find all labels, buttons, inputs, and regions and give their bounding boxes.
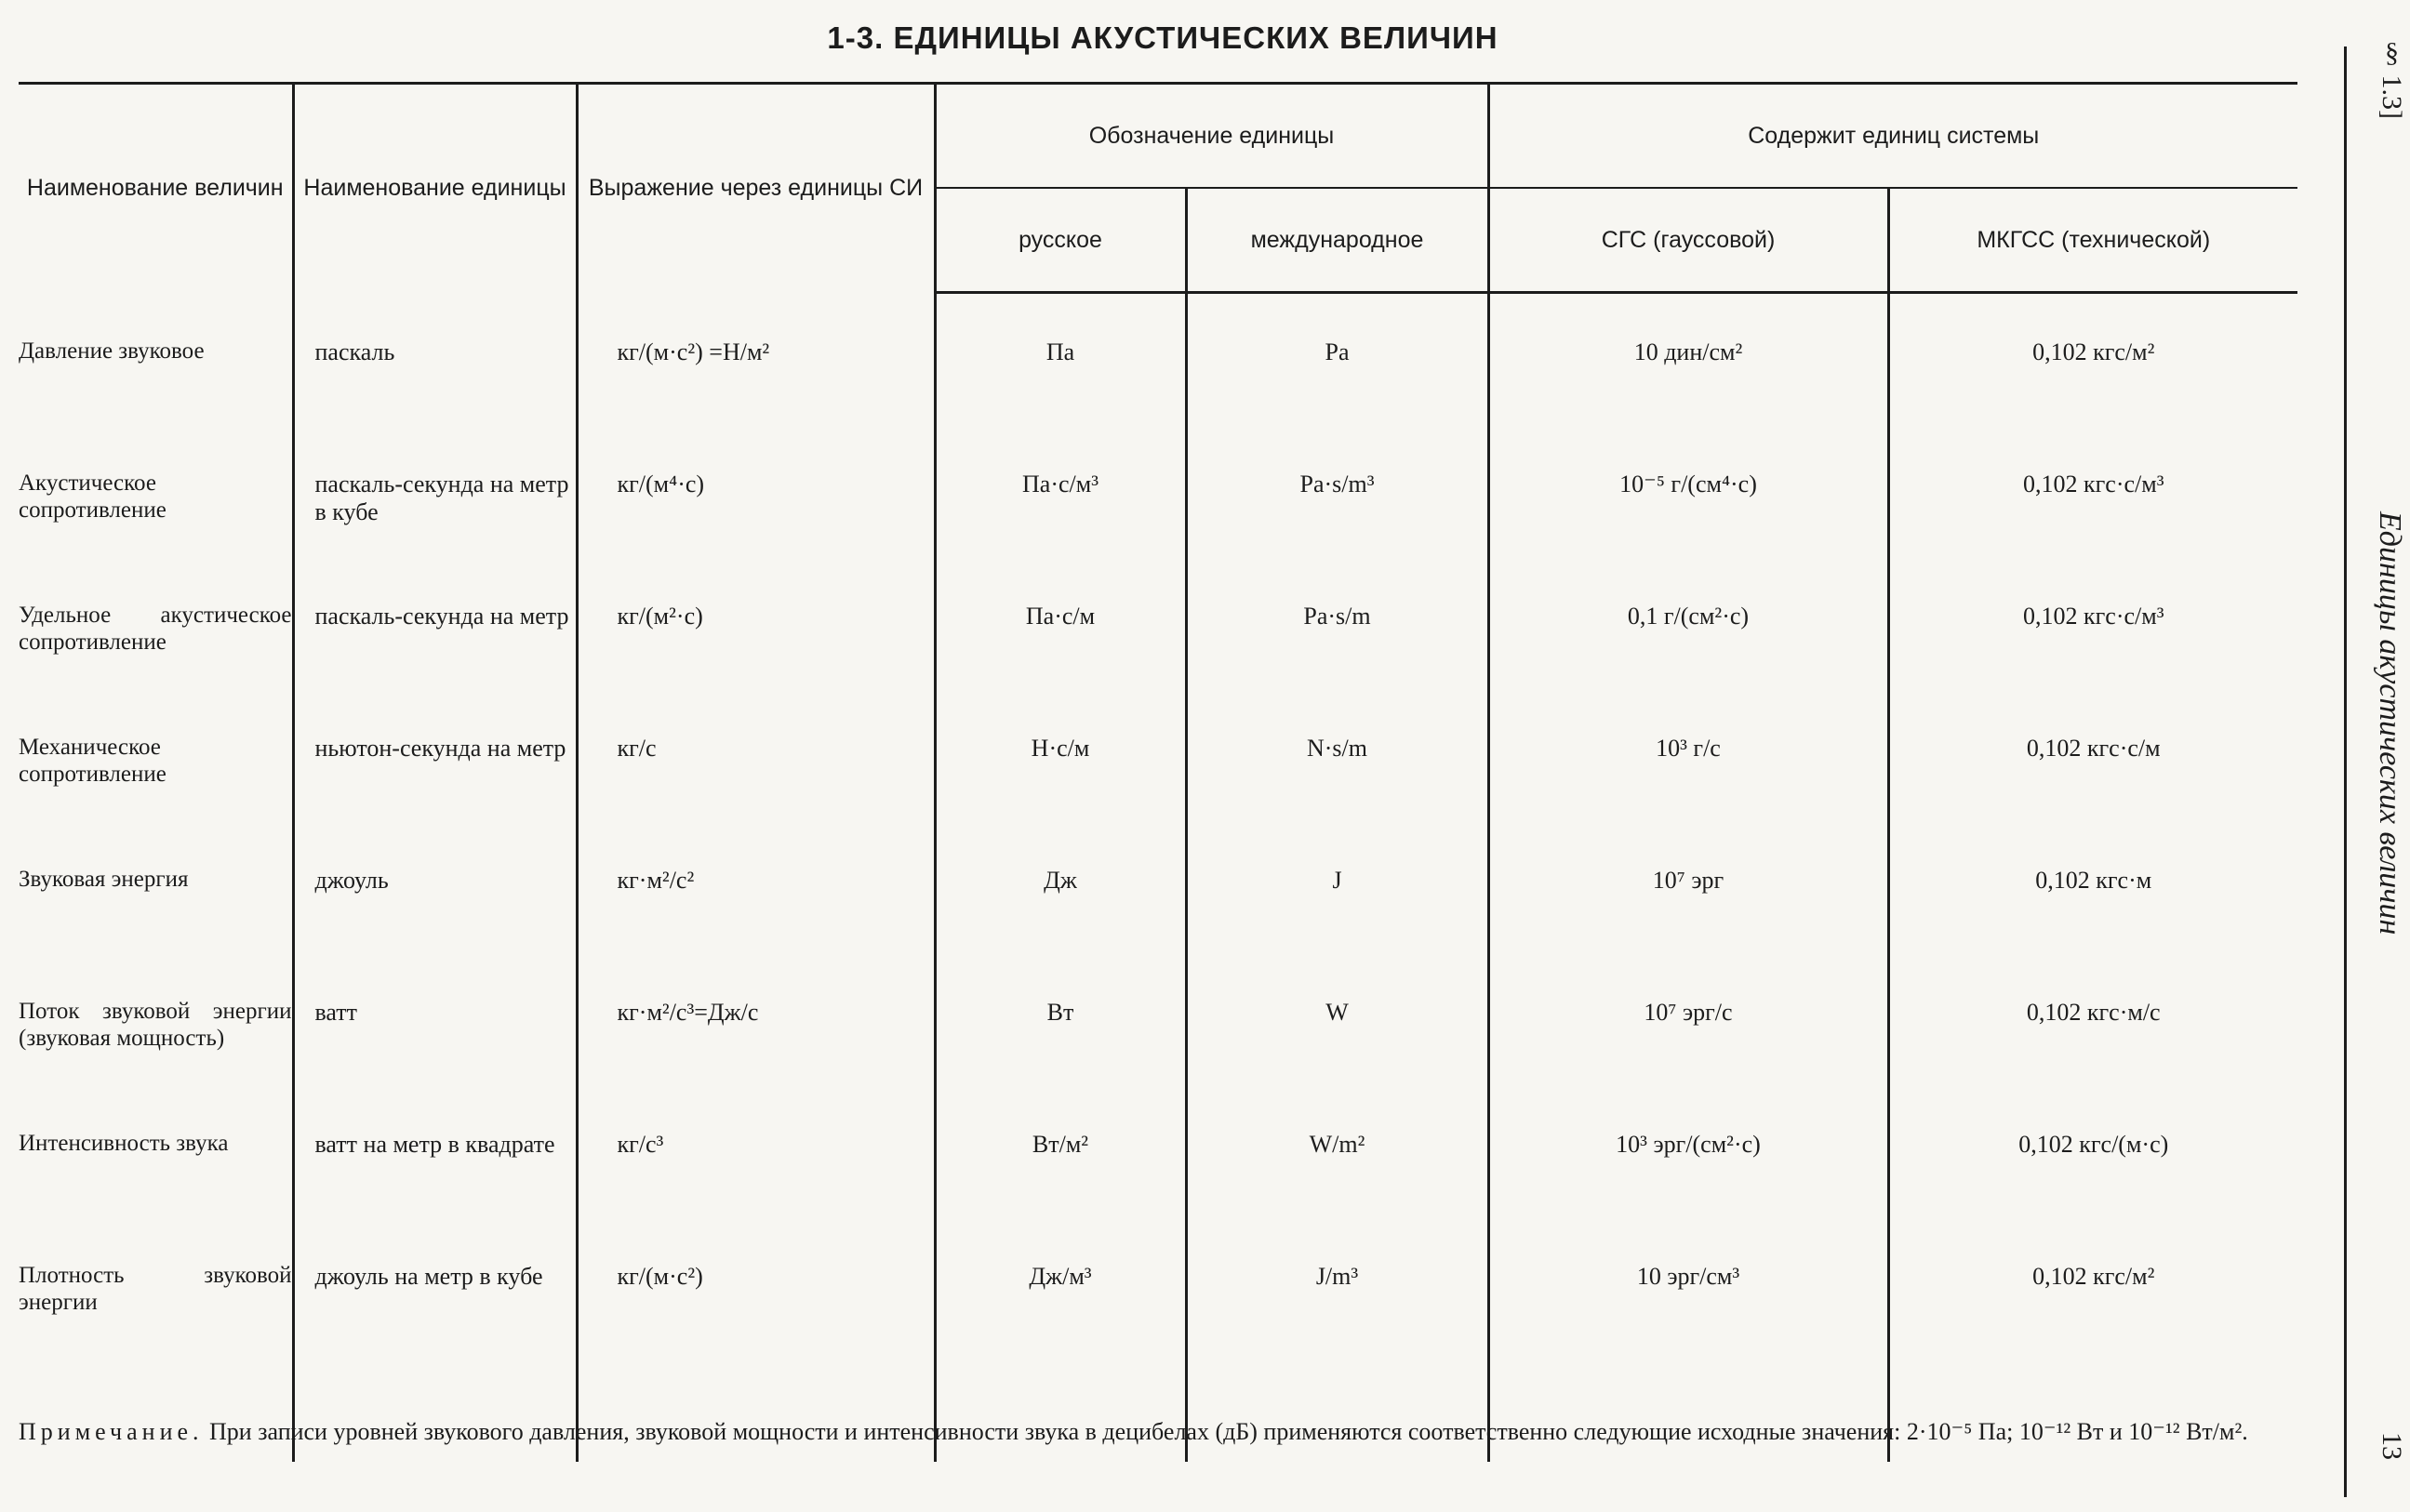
cgs-value: 10³ эрг/(см²·с)	[1488, 1114, 1888, 1246]
si-expression: кг/(м·с²)	[577, 1246, 935, 1378]
acoustic-units-table	[19, 82, 2297, 1462]
table-row	[19, 718, 2297, 850]
unit-name: джоуль на метр в кубе	[293, 1246, 577, 1378]
footnote-text: При записи уровней звукового давления, звуковой мощности и интенсивности звука в децибелах (дБ) применяются соответственно следующие исходные значения: 2·10⁻⁵ Па; 10⁻¹² Вт и 10⁻¹² Вт/м².	[209, 1418, 2248, 1445]
cgs-value: 10 дин/см²	[1488, 322, 1888, 454]
page-title: 1-3. ЕДИНИЦЫ АКУСТИЧЕСКИХ ВЕЛИЧИН	[827, 20, 1498, 55]
quantity-name: Плотность звуковой энергии	[19, 1263, 292, 1315]
international-symbol: J/m³	[1186, 1246, 1488, 1378]
header-designation: Обозначение единицы	[935, 84, 1488, 189]
unit-name: паскаль-секунда на метр	[293, 586, 577, 718]
unit-name: ватт	[293, 982, 577, 1114]
mkgss-value: 0,102 кгс·с/м³	[1888, 586, 2297, 718]
table-row	[19, 982, 2297, 1114]
unit-name: паскаль	[293, 322, 577, 454]
running-title: Единицы акустических величин	[2373, 511, 2407, 935]
margin-rule	[2344, 46, 2347, 1497]
table-row	[19, 322, 2297, 454]
mkgss-value: 0,102 кгс/(м·с)	[1888, 1114, 2297, 1246]
si-expression: кг/(м⁴·с)	[577, 454, 935, 586]
footnote-label: Примечание.	[19, 1418, 204, 1445]
si-expression: кг·м²/с³=Дж/с	[577, 982, 935, 1114]
quantity-name: Удельное акустическое сопротивление	[19, 603, 292, 655]
section-marker: § 1.3]	[2377, 37, 2407, 119]
quantity-name: Поток звуковой энергии (звуковая мощность)	[19, 999, 292, 1051]
international-symbol: Pa	[1186, 322, 1488, 454]
header-cgs: СГС (гауссовой)	[1488, 188, 1888, 293]
table-row	[19, 850, 2297, 982]
russian-symbol: Вт/м²	[935, 1114, 1186, 1246]
cgs-value: 10⁷ эрг/с	[1488, 982, 1888, 1114]
unit-name: ньютон-секунда на метр	[293, 718, 577, 850]
international-symbol: W/m²	[1186, 1114, 1488, 1246]
header-contains-units: Содержит единиц системы	[1488, 84, 2297, 189]
russian-symbol: Н·с/м	[935, 718, 1186, 850]
quantity-name: Механическое сопротивление	[19, 735, 166, 787]
si-expression: кг/с³	[577, 1114, 935, 1246]
unit-name: джоуль	[293, 850, 577, 982]
table-row	[19, 586, 2297, 718]
russian-symbol: Дж/м³	[935, 1246, 1186, 1378]
header-mkgss: МКГСС (технической)	[1888, 188, 2297, 293]
quantity-name: Акустическое сопротивление	[19, 471, 166, 523]
russian-symbol: Па	[935, 322, 1186, 454]
international-symbol: J	[1186, 850, 1488, 982]
header-russian: русское	[935, 188, 1186, 293]
header-international: международное	[1186, 188, 1488, 293]
russian-symbol: Па·с/м	[935, 586, 1186, 718]
table-row	[19, 1114, 2297, 1246]
mkgss-value: 0,102 кгс/м²	[1888, 1246, 2297, 1378]
si-expression: кг/(м²·с)	[577, 586, 935, 718]
cgs-value: 10⁷ эрг	[1488, 850, 1888, 982]
cgs-value: 0,1 г/(см²·с)	[1488, 586, 1888, 718]
table-footnote	[19, 1415, 2279, 1448]
russian-symbol: Вт	[935, 982, 1186, 1114]
cgs-value: 10⁻⁵ г/(см⁴·с)	[1488, 454, 1888, 586]
international-symbol: W	[1186, 982, 1488, 1114]
mkgss-value: 0,102 кгс/м²	[1888, 322, 2297, 454]
quantity-name: Давление звуковое	[19, 338, 205, 364]
header-unit-name: Наименование единицы	[293, 84, 577, 293]
mkgss-value: 0,102 кгс·м/с	[1888, 982, 2297, 1114]
unit-name: паскаль-секунда на метр в кубе	[293, 454, 577, 586]
si-expression: кг/(м·с²) =Н/м²	[577, 322, 935, 454]
si-expression: кг/с	[577, 718, 935, 850]
russian-symbol: Па·с/м³	[935, 454, 1186, 586]
mkgss-value: 0,102 кгс·с/м	[1888, 718, 2297, 850]
mkgss-value: 0,102 кгс·м	[1888, 850, 2297, 982]
international-symbol: Pa·s/m³	[1186, 454, 1488, 586]
international-symbol: N·s/m	[1186, 718, 1488, 850]
quantity-name: Звуковая энергия	[19, 867, 189, 892]
cgs-value: 10³ г/с	[1488, 718, 1888, 850]
si-expression: кг·м²/с²	[577, 850, 935, 982]
cgs-value: 10 эрг/см³	[1488, 1246, 1888, 1378]
russian-symbol: Дж	[935, 850, 1186, 982]
table-row	[19, 454, 2297, 586]
mkgss-value: 0,102 кгс·с/м³	[1888, 454, 2297, 586]
unit-name: ватт на метр в квадрате	[293, 1114, 577, 1246]
quantity-name: Интенсивность звука	[19, 1131, 229, 1156]
page-number: 13	[2377, 1432, 2407, 1460]
table-row	[19, 1246, 2297, 1378]
international-symbol: Pa·s/m	[1186, 586, 1488, 718]
header-quantity-name: Наименование величин	[19, 84, 293, 293]
header-si-expression: Выражение через единицы СИ	[577, 84, 935, 293]
